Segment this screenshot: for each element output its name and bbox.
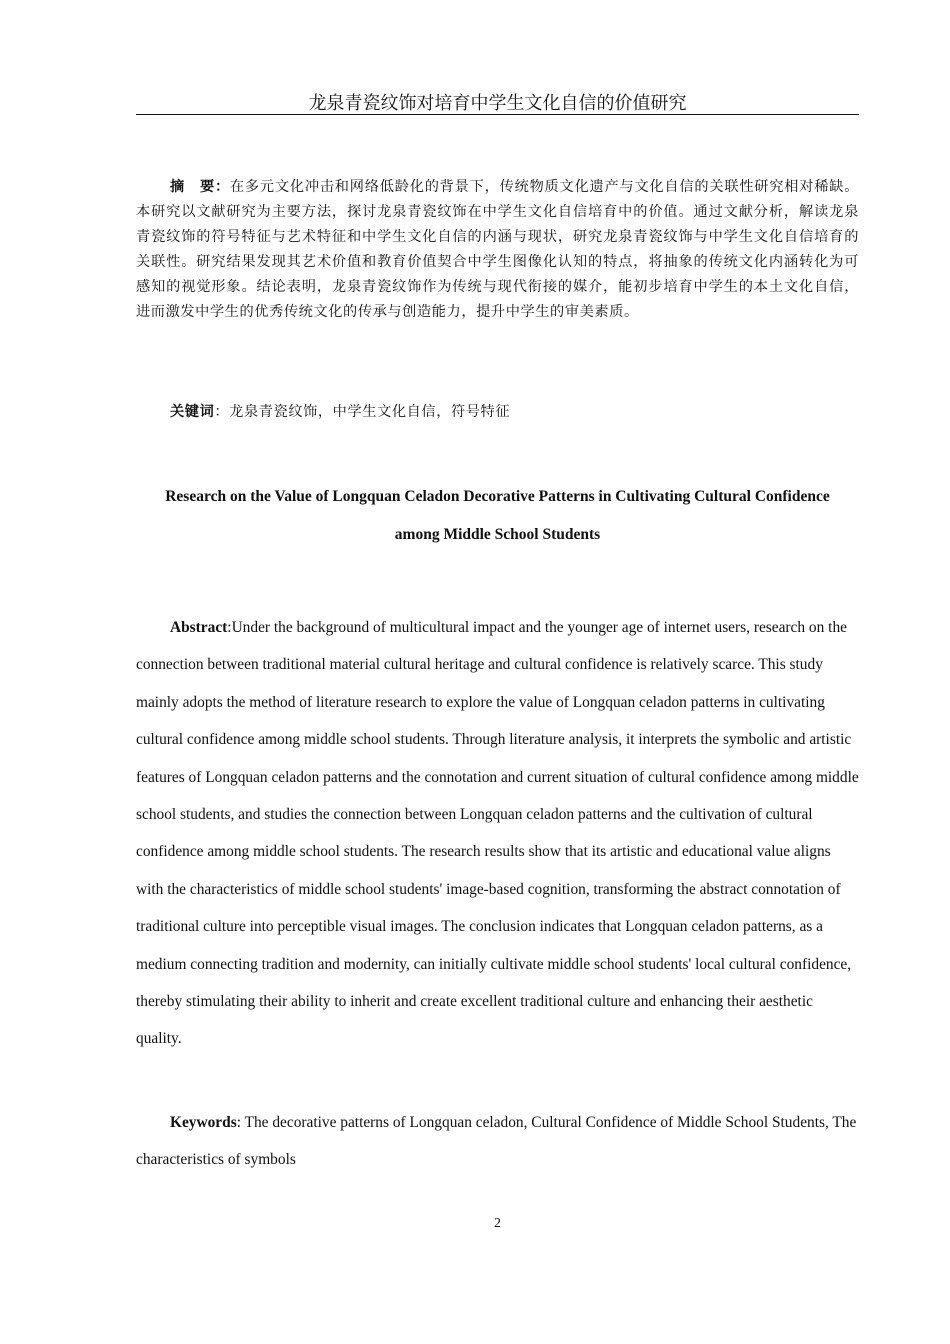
english-keywords (136, 1104, 859, 1179)
english-keywords-text: The decorative patterns of Longquan celadon, Cultural Confidence of Middle School Students, The characteristics of symbols (136, 1114, 857, 1169)
page-number: 2 (494, 1216, 501, 1231)
running-header-title: 龙泉青瓷纹饰对培育中学生文化自信的价值研究 (308, 93, 687, 113)
chinese-abstract (136, 175, 859, 325)
english-abstract-label: Abstract (170, 619, 228, 636)
chinese-abstract-label: 摘 要 (170, 179, 215, 195)
english-abstract-text: Under the background of multicultural impact and the younger age of internet users, research on the connection between traditional material cultural heritage and cultural confidence is relatively scarce. This study mainly adopts the method of literature research to explore the value of Longquan celadon patterns in cultivating cultural confidence among middle school students. Through literature analysis, it interprets the symbolic and artistic features of Longquan celadon patterns and the connotation and current situation of cultural confidence among middle school students, and studies the connection between Longquan celadon patterns and the cultivation of cultural confidence among middle school students. The research results show that its artistic and educational value aligns with the characteristics of middle school students' image-based cognition, transforming the abstract connotation of traditional culture into perceptible visual images. The conclusion indicates that Longquan celadon patterns, as a medium connecting tradition and modernity, can initially cultivate middle school students' local cultural confidence, thereby stimulating their ability to inherit and create excellent traditional culture and enhancing their aesthetic quality. (136, 619, 859, 1048)
english-title-line-1: Research on the Value of Longquan Celadon Decorative Patterns in Cultivating Cultural Confidence (165, 488, 830, 505)
english-keywords-label: Keywords (170, 1114, 237, 1131)
chinese-abstract-separator: ： (214, 179, 230, 195)
english-title-line-2: among Middle School Students (394, 526, 601, 543)
chinese-abstract-text: 在多元文化冲击和网络低龄化的背景下，传统物质文化遗产与文化自信的关联性研究相对稀缺。本研究以文献研究为主要方法，探讨龙泉青瓷纹饰在中学生文化自信培育中的价值。通过文献分析，解读龙泉青瓷纹饰的符号特征与艺术特征和中学生文化自信的内涵与现状，研究龙泉青瓷纹饰与中学生文化自信培育的关联性。研究结果发现其艺术价值和教育价值契合中学生图像化认知的特点，将抽象的传统文化内涵转化为可感知的视觉形象。结论表明，龙泉青瓷纹饰作为传统与现代衔接的媒介，能初步培育中学生的本土文化自信，进而激发中学生的优秀传统文化的传承与创造能力，提升中学生的审美素质。 (136, 179, 859, 320)
english-abstract (136, 609, 859, 1058)
header-divider (136, 114, 859, 115)
chinese-keywords-text: 龙泉青瓷纹饰，中学生文化自信，符号特征 (229, 404, 511, 420)
english-keywords-separator: : (236, 1114, 245, 1131)
english-title (136, 478, 859, 554)
chinese-keywords-separator: ： (214, 404, 230, 420)
chinese-keywords-label: 关键词 (170, 404, 215, 420)
chinese-keywords (170, 400, 860, 424)
english-abstract-separator: : (227, 619, 232, 636)
